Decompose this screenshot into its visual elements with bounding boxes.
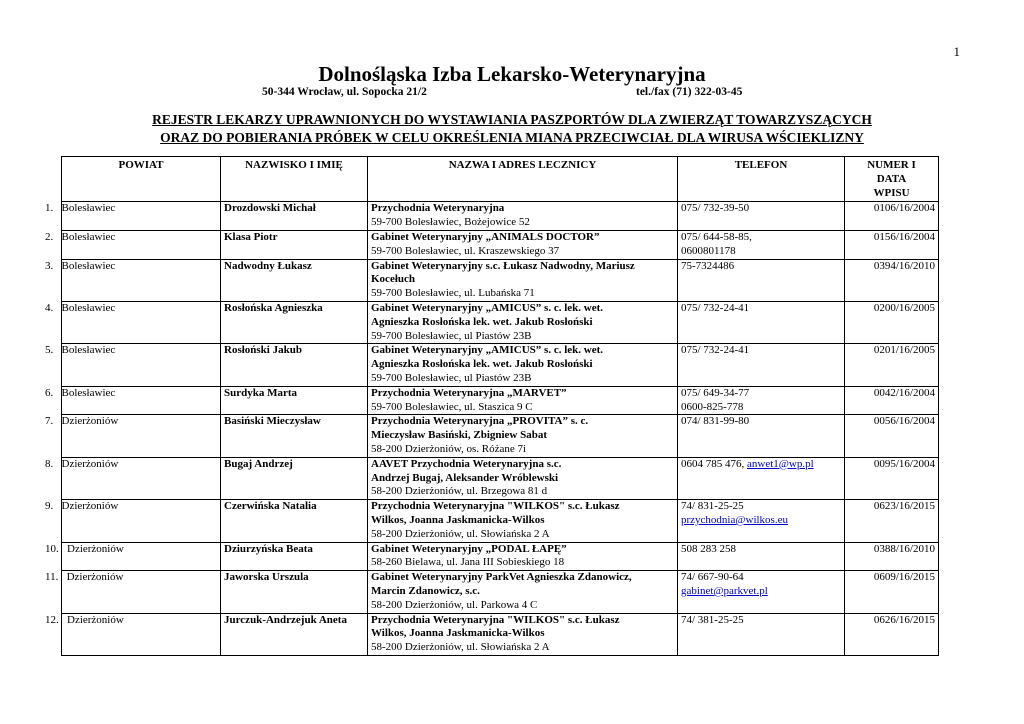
powiat-name: Bolesławiec	[61, 230, 116, 243]
cell-entry-number: 0623/16/2015	[845, 500, 939, 542]
row-number: 12.	[45, 613, 59, 626]
cell-phone	[678, 415, 845, 457]
cell-powiat	[45, 500, 221, 542]
clinic-address: 58-200 Dzierżoniów, ul. Słowiańska 2 A	[371, 641, 550, 654]
clinic-name-line: AAVET Przychodnia Weterynaryjna s.c.	[371, 457, 562, 470]
clinic-name-line: Gabinet Weterynaryjny s.c. Łukasz Nadwodny, Mariusz	[371, 259, 635, 272]
register-title-line-1: REJESTR LEKARZY UPRAWNIONYCH DO WYSTAWIANIA PASZPORTÓW DLA ZWIERZĄT TOWARZYSZĄCYCH	[152, 112, 872, 127]
cell-clinic	[368, 230, 678, 259]
table-header-row	[62, 157, 939, 202]
row-number: 11.	[45, 571, 59, 584]
cell-entry-number: 0626/16/2015	[845, 613, 939, 655]
cell-doctor-name: Bugaj Andrzej	[221, 457, 368, 499]
powiat-name: Bolesławiec	[61, 344, 116, 357]
register-title	[0, 111, 1024, 147]
cell-powiat	[45, 230, 221, 259]
cell-clinic	[368, 415, 678, 457]
clinic-name-line: Przychodnia Weterynaryjna „PROVITA” s. c.	[371, 415, 589, 428]
phone-number: 0604 785 476,	[681, 457, 747, 470]
cell-powiat	[45, 571, 221, 613]
column-header-entry-line-2: DATA	[876, 172, 907, 185]
cell-entry-number: 0042/16/2004	[845, 386, 939, 415]
column-header-name: NAZWISKO I IMIĘ	[221, 157, 368, 202]
powiat-name: Bolesławiec	[61, 386, 116, 399]
cell-clinic	[368, 500, 678, 542]
email-link[interactable]: anwet1@wp.pl	[747, 457, 814, 470]
clinic-name-line: Przychodnia Weterynaryjna „MARVET”	[371, 386, 567, 399]
cell-entry-number: 0200/16/2005	[845, 301, 939, 343]
row-number: 1.	[45, 202, 54, 215]
column-header-entry	[845, 157, 939, 202]
cell-doctor-name: Surdyka Marta	[221, 386, 368, 415]
cell-phone	[678, 500, 845, 542]
cell-doctor-name: Dziurzyńska Beata	[221, 542, 368, 571]
cell-clinic	[368, 542, 678, 571]
clinic-name-line: Przychodnia Weterynaryjna	[371, 202, 505, 215]
column-header-entry-line-1: NUMER I	[867, 159, 916, 171]
cell-clinic	[368, 344, 678, 386]
powiat-name: Dzierżoniów	[61, 415, 119, 428]
cell-doctor-name: Basiński Mieczysław	[221, 415, 368, 457]
row-number: 3.	[45, 259, 54, 272]
phone-number: 74/ 831-25-25	[681, 500, 744, 513]
registry-body	[45, 202, 939, 656]
clinic-name-line: Gabinet Weterynaryjny „AMICUS” s. c. lek. wet.	[371, 344, 603, 357]
clinic-name-line: Andrzej Bugaj, Aleksander Wróblewski	[371, 471, 559, 484]
powiat-name: Dzierżoniów	[61, 500, 119, 513]
column-header-entry-line-3: WPISU	[873, 186, 910, 199]
clinic-name-line: Marcin Zdanowicz, s.c.	[371, 584, 480, 597]
cell-clinic	[368, 202, 678, 231]
cell-phone	[678, 571, 845, 613]
cell-phone	[678, 613, 845, 655]
cell-phone	[678, 386, 845, 415]
email-link[interactable]: przychodnia@wilkos.eu	[681, 513, 788, 526]
organization-phone-fax: tel./fax (71) 322-03-45	[636, 86, 743, 98]
row-number: 10.	[45, 542, 59, 555]
cell-doctor-name: Rosłońska Agnieszka	[221, 301, 368, 343]
phone-number: 074/ 831-99-80	[681, 415, 750, 428]
cell-powiat	[45, 613, 221, 655]
row-number: 2.	[45, 230, 54, 243]
phone-number: 075/ 649-34-77	[681, 386, 750, 399]
powiat-name: Dzierżoniów	[66, 571, 124, 584]
column-header-powiat: POWIAT	[62, 157, 221, 202]
clinic-name-line: Mieczysław Basiński, Zbigniew Sabat	[371, 429, 548, 442]
phone-number: 0600-825-778	[681, 400, 744, 413]
powiat-name: Bolesławiec	[61, 259, 116, 272]
powiat-name: Bolesławiec	[61, 301, 116, 314]
cell-clinic	[368, 301, 678, 343]
phone-number: 075/ 732-24-41	[681, 301, 750, 314]
cell-clinic	[368, 571, 678, 613]
table-row	[62, 613, 939, 655]
clinic-name-line: Kocełuch	[371, 273, 415, 286]
table-row	[62, 344, 939, 386]
clinic-address: 59-700 Bolesławiec, ul. Lubańska 71	[371, 287, 535, 300]
cell-phone	[678, 344, 845, 386]
clinic-address: 59-700 Bolesławiec, ul. Kraszewskiego 37	[371, 244, 560, 257]
table-row	[62, 202, 939, 231]
clinic-name-line: Przychodnia Weterynaryjna "WILKOS" s.c. Łukasz	[371, 500, 620, 513]
page-number: 1	[953, 44, 960, 59]
cell-doctor-name: Jaworska Urszula	[221, 571, 368, 613]
email-link[interactable]: gabinet@parkvet.pl	[681, 584, 768, 597]
clinic-address: 58-200 Dzierżoniów, ul. Słowiańska 2 A	[371, 527, 550, 540]
clinic-address: 59-700 Bolesławiec, Bożejowice 52	[371, 216, 530, 229]
cell-powiat	[45, 457, 221, 499]
table-row	[62, 500, 939, 542]
clinic-address: 58-200 Dzierżoniów, ul. Brzegowa 81 d	[371, 485, 548, 498]
cell-phone	[678, 230, 845, 259]
row-number: 8.	[45, 457, 54, 470]
phone-number: 075/ 732-24-41	[681, 344, 750, 357]
powiat-name: Dzierżoniów	[67, 613, 124, 626]
clinic-address: 58-200 Dzierżoniów, os. Różane 7i	[371, 442, 527, 455]
row-number: 7.	[45, 415, 54, 428]
table-row	[62, 259, 939, 301]
cell-entry-number: 0056/16/2004	[845, 415, 939, 457]
table-row	[62, 542, 939, 571]
cell-clinic	[368, 457, 678, 499]
clinic-name-line: Wilkos, Joanna Jaskmanicka-Wilkos	[371, 627, 545, 640]
table-row	[62, 415, 939, 457]
powiat-name: Bolesławiec	[61, 202, 116, 215]
row-number: 4.	[45, 301, 54, 314]
phone-number: 508 283 258	[681, 542, 736, 555]
cell-powiat	[45, 415, 221, 457]
phone-number: 075/ 732-39-50	[681, 202, 750, 215]
table-row	[62, 230, 939, 259]
clinic-address: 59-700 Bolesławiec, ul Piastów 23B	[371, 329, 532, 342]
cell-phone	[678, 301, 845, 343]
cell-entry-number: 0388/16/2010	[845, 542, 939, 571]
row-number: 9.	[45, 500, 54, 513]
phone-number: 74/ 381-25-25	[681, 613, 744, 626]
cell-doctor-name: Drozdowski Michał	[221, 202, 368, 231]
clinic-name-line: Gabinet Weterynaryjny „ANIMALS DOCTOR”	[371, 230, 600, 243]
register-title-line-2: ORAZ DO POBIERANIA PRÓBEK W CELU OKREŚLENIA MIANA PRZECIWCIAŁ DLA WIRUSA WŚCIEKLIZNY	[160, 130, 864, 145]
phone-number: 75-7324486	[681, 259, 735, 272]
phone-number: 74/ 667-90-64	[681, 571, 744, 584]
clinic-address: 58-200 Dzierżoniów, ul. Parkowa 4 C	[371, 598, 538, 611]
organization-address: 50-344 Wrocław, ul. Sopocka 21/2	[262, 86, 427, 98]
table-row	[62, 386, 939, 415]
cell-powiat	[45, 202, 221, 231]
table-row	[62, 571, 939, 613]
cell-powiat	[45, 259, 221, 301]
row-number: 6.	[45, 386, 54, 399]
table-row	[62, 301, 939, 343]
cell-powiat	[45, 386, 221, 415]
clinic-name-line: Gabinet Weterynaryjny ParkVet Agnieszka Zdanowicz,	[371, 571, 632, 584]
powiat-name: Dzierżoniów	[67, 542, 124, 555]
row-number: 5.	[45, 344, 54, 357]
cell-entry-number: 0095/16/2004	[845, 457, 939, 499]
column-header-phone: TELEFON	[678, 157, 845, 202]
clinic-address: 59-700 Bolesławiec, ul Piastów 23B	[371, 371, 532, 384]
cell-clinic	[368, 259, 678, 301]
clinic-name-line: Agnieszka Rosłońska lek. wet. Jakub Rosłoński	[371, 358, 593, 371]
cell-entry-number: 0106/16/2004	[845, 202, 939, 231]
clinic-name-line: Gabinet Weterynaryjny „PODAL ŁAPĘ”	[371, 542, 567, 555]
clinic-address: 58-260 Bielawa, ul. Jana III Sobieskiego 18	[371, 556, 565, 569]
phone-number: 0600801178	[681, 244, 736, 257]
cell-doctor-name: Czerwińska Natalia	[221, 500, 368, 542]
cell-entry-number: 0156/16/2004	[845, 230, 939, 259]
table-row	[62, 457, 939, 499]
column-header-clinic: NAZWA I ADRES LECZNICY	[368, 157, 678, 202]
cell-doctor-name: Klasa Piotr	[221, 230, 368, 259]
cell-clinic	[368, 613, 678, 655]
clinic-name-line: Wilkos, Joanna Jaskmanicka-Wilkos	[371, 513, 545, 526]
cell-powiat	[45, 344, 221, 386]
organization-title: Dolnośląska Izba Lekarsko-Weterynaryjna	[318, 62, 706, 86]
cell-doctor-name: Rosłoński Jakub	[221, 344, 368, 386]
powiat-name: Dzierżoniów	[61, 457, 119, 470]
clinic-name-line: Przychodnia Weterynaryjna "WILKOS" s.c. Łukasz	[371, 613, 620, 626]
cell-phone	[678, 542, 845, 571]
cell-entry-number: 0394/16/2010	[845, 259, 939, 301]
clinic-address: 59-700 Bolesławiec, ul. Staszica 9 C	[371, 400, 533, 413]
registry-table	[45, 156, 939, 656]
clinic-name-line: Agnieszka Rosłońska lek. wet. Jakub Rosłoński	[371, 315, 593, 328]
cell-clinic	[368, 386, 678, 415]
cell-entry-number: 0201/16/2005	[845, 344, 939, 386]
cell-phone	[678, 202, 845, 231]
cell-entry-number: 0609/16/2015	[845, 571, 939, 613]
phone-number: 075/ 644-58-85,	[681, 230, 752, 243]
cell-doctor-name: Jurczuk-Andrzejuk Aneta	[221, 613, 368, 655]
cell-phone	[678, 457, 845, 499]
cell-doctor-name: Nadwodny Łukasz	[221, 259, 368, 301]
cell-phone	[678, 259, 845, 301]
cell-powiat	[45, 542, 221, 571]
cell-powiat	[45, 301, 221, 343]
clinic-name-line: Gabinet Weterynaryjny „AMICUS” s. c. lek. wet.	[371, 301, 603, 314]
